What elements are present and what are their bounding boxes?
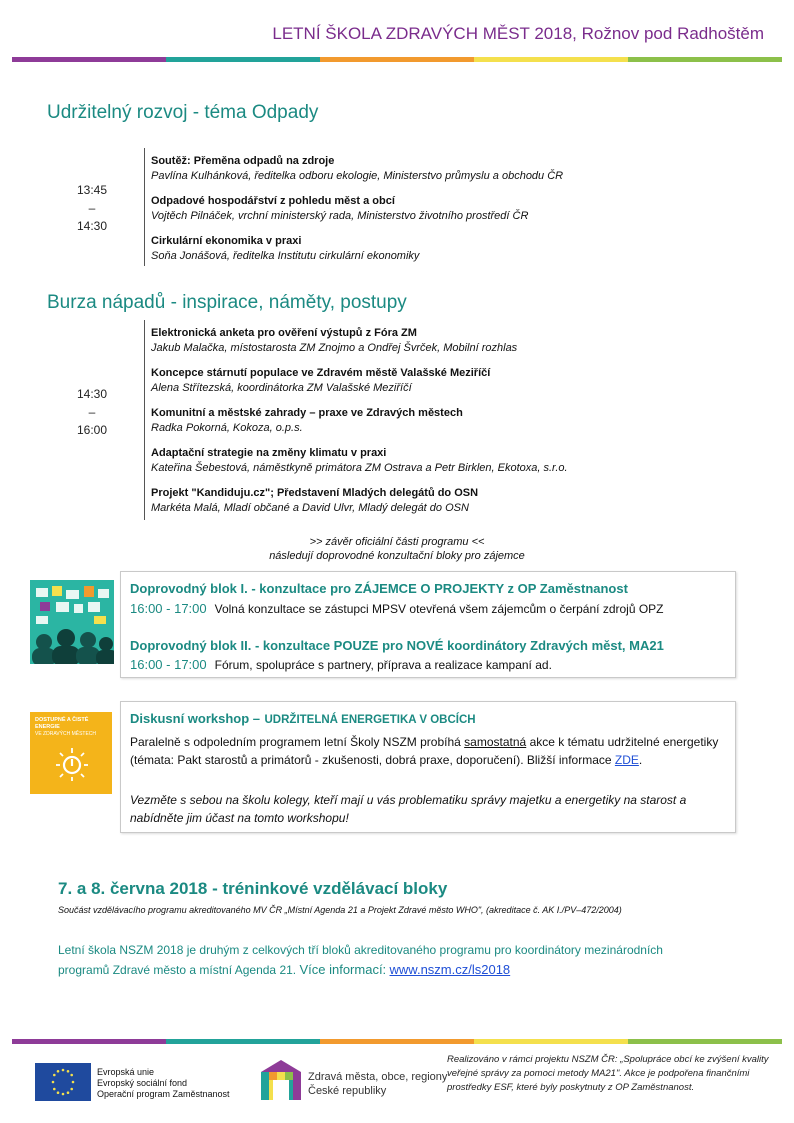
item-speaker: Soňa Jonášová, ředitelka Institutu cirkulární ekonomiky (151, 250, 420, 262)
section2-items (144, 320, 568, 520)
item-title: Komunitní a městské zahrady – praxe ve Zdravých městech (151, 407, 463, 419)
footer-color-bar (12, 1039, 782, 1044)
training-accreditation-note: Součást vzdělávacího programu akreditovaného MV ČR „Místní Agenda 21 a Projekt Zdravé město WHO", (akreditace č. AK I./PV–472/2004) (58, 905, 622, 915)
workshop-invitation: Vezměte s sebou na školu kolegy, kteří mají u vás problematiku správy majetku a energetiky na starost a nabídněte jim účast na tomto workshopu! (130, 793, 687, 825)
eu-logo-line: Operační program Zaměstnanost (97, 1089, 230, 1099)
block2-desc: Fórum, spolupráce s partnery, příprava a realizace kampaní ad. (214, 658, 552, 672)
page-header-title: LETNÍ ŠKOLA ZDRAVÝCH MĚST 2018, Rožnov pod Radhoštěm (272, 24, 764, 43)
time-slot-1 (42, 181, 142, 235)
time-dash: – (88, 201, 96, 215)
block2-row (130, 656, 552, 674)
item-title: Projekt "Kandiduju.cz"; Představení Mladých delegátů do OSN (151, 487, 479, 499)
block1-row (130, 600, 664, 618)
workshop-title-main: Diskusní workshop – (130, 711, 261, 726)
block2-time: 16:00 - 17:00 (130, 657, 207, 672)
item-title: Koncepce stárnutí populace ve Zdravém městě Valašské Meziříčí (151, 367, 491, 379)
item-speaker: Pavlína Kulhánková, ředitelka odboru ekologie, Ministerstvo průmyslu a obchodu ČR (151, 170, 564, 182)
workshop-title (130, 710, 476, 728)
program-item (151, 194, 563, 224)
training-more-label: Více informací: (299, 962, 387, 977)
workshop-paragraph (130, 733, 726, 769)
training-more-link[interactable]: www.nszm.cz/ls2018 (389, 962, 511, 977)
section-burza-title: Burza nápadů - inspirace, náměty, postupy (47, 292, 407, 313)
item-speaker: Kateřina Šebestová, náměstkyně primátora ZM Ostrava a Petr Birklen, Ekotoxa, s.r.o. (151, 462, 568, 474)
time-slot-2 (42, 385, 142, 439)
section1-items (144, 148, 563, 266)
workshop-text: Paralelně s odpoledním programem letní Školy NSZM probíhá (130, 735, 461, 749)
energy-goal-icon (30, 712, 112, 794)
training-title: 7. a 8. června 2018 - tréninkové vzdělávací bloky (58, 879, 448, 898)
program-item (151, 326, 568, 356)
training-info-text: Letní škola NSZM 2018 je druhým z celkových tří bloků akreditovaného programu pro koordinátory mezinárodních programů Zdravé město a místní Agenda 21. (58, 943, 663, 977)
energy-icon-label-line: DOSTUPNÉ A ČISTÉ (35, 717, 89, 723)
eu-logo-line: Evropská unie (97, 1067, 155, 1077)
program-item (151, 154, 563, 184)
sun-power-icon (54, 746, 90, 782)
item-title: Cirkulární ekonomika v praxi (151, 235, 302, 247)
nszm-logo-line: Zdravá města, obce, regiony (308, 1071, 448, 1083)
closing-line-1: >> závěr oficiální části programu << (309, 536, 485, 548)
program-item (151, 446, 568, 476)
block1-desc: Volná konzultace se zástupci MPSV otevřená všem zájemcům o čerpání zdrojů OPZ (214, 602, 664, 616)
time-start: 13:45 (76, 183, 108, 197)
program-item (151, 406, 568, 436)
time-end: 14:30 (76, 219, 108, 233)
closing-line-2: následují doprovodné konzultační bloky pro zájemce (269, 550, 525, 562)
workshop-text-underlined: samostatná (464, 735, 527, 749)
item-title: Elektronická anketa pro ověření výstupů z Fóra ZM (151, 327, 417, 339)
item-speaker: Alena Střítezská, koordinátorka ZM Valašské Meziříčí (151, 382, 412, 394)
item-title: Odpadové hospodářství z pohledu měst a obcí (151, 195, 395, 207)
eu-logo-line: Evropský sociální fond (97, 1078, 188, 1088)
program-closing-note (0, 535, 794, 563)
block2-title: Doprovodný blok II. - konzultace POUZE pro NOVÉ koordinátory Zdravých měst, MA21 (130, 638, 664, 653)
item-speaker: Vojtěch Pilnáček, vrchní ministerský rada, Ministerstvo životního prostředí ČR (151, 210, 529, 222)
energy-icon-label (35, 717, 96, 738)
item-speaker: Radka Pokorná, Kokoza, o.p.s. (151, 422, 303, 434)
nszm-logo-text (308, 1070, 447, 1098)
training-info (58, 941, 698, 980)
section-odpady-title: Udržitelný rozvoj - téma Odpady (47, 102, 319, 123)
eu-flag-icon (35, 1063, 91, 1101)
nszm-logo-icon (257, 1058, 305, 1102)
consultation-illustration-icon (30, 580, 114, 664)
workshop-box (120, 701, 736, 833)
program-item (151, 234, 563, 264)
item-title: Soutěž: Přeměna odpadů na zdroje (151, 155, 335, 167)
program-item (151, 486, 568, 516)
eu-logo-text (97, 1067, 230, 1100)
time-dash: – (88, 405, 96, 419)
item-speaker: Markéta Malá, Mladí občané a David Ulvr, Mladý delegát do OSN (151, 502, 469, 514)
item-title: Adaptační strategie na změny klimatu v praxi (151, 447, 387, 459)
workshop-period: . (638, 753, 643, 767)
workshop-text: akce k tématu udržitelné energetiky (témata: Pakt starostů a primátorů - zkušenosti, dobrá praxe, doporučení). Bližší informace (130, 735, 719, 767)
workshop-info-link[interactable]: ZDE (614, 753, 639, 767)
program-item (151, 366, 568, 396)
header-color-bar (12, 57, 782, 62)
block1-time: 16:00 - 17:00 (130, 601, 207, 616)
consultation-blocks-box (120, 571, 736, 678)
energy-icon-label-line: VE ZDRAVÝCH MĚSTECH (35, 731, 97, 737)
energy-icon-label-line: ENERGIE (35, 724, 60, 730)
footer-funding-note: Realizováno v rámci projektu NSZM ČR: „Spolupráce obcí ke zvýšení kvality veřejné správy za pomoci metody MA21". Akce je podpořena finančními prostředky ESF, které byly poskytnuty z OP Zaměstnanost. (447, 1054, 769, 1093)
workshop-title-topic: UDRŽITELNÁ ENERGETIKA V OBCÍCH (264, 714, 476, 726)
time-start: 14:30 (76, 387, 108, 401)
time-end: 16:00 (76, 423, 108, 437)
block1-title: Doprovodný blok I. - konzultace pro ZÁJEMCE O PROJEKTY z OP Zaměstnanost (130, 581, 628, 596)
item-speaker: Jakub Malačka, místostarosta ZM Znojmo a Ondřej Švrček, Mobilní rozhlas (151, 342, 518, 354)
nszm-logo-line: České republiky (308, 1085, 387, 1097)
